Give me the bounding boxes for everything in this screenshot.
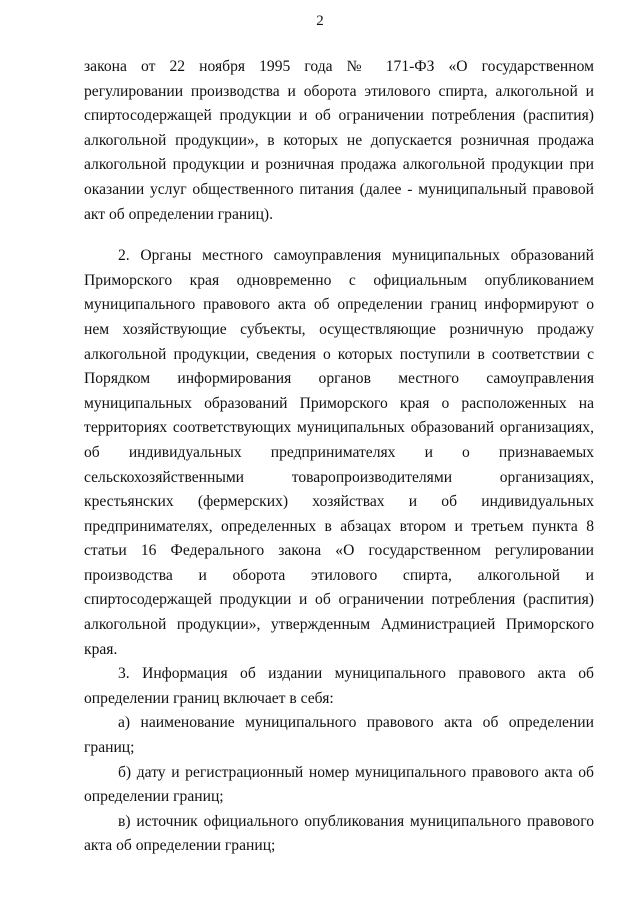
paragraph-subitem-a: а) наименование муниципального правового акта об определении границ; — [84, 714, 594, 757]
paragraph-subitem-c: в) источник официального опубликования муниципального правового акта об определении границ; — [84, 812, 594, 855]
paragraph-subitem-b: б) дату и регистрационный номер муниципального правового акта об определении границ; — [84, 763, 594, 806]
paragraph-item-2: 2. Органы местного самоуправления муниципальных образований Приморского края одновременно с официальным опубликованием муниципального правового акта об определении границ информируют о нем хозяйствующие субъекты, осуществляющие розничную продажу алкогольной продукции, сведения о которых поступили в соответствии с Порядком информирования органов местного самоуправления муниципальных образований Приморского края о расположенных на территориях соответствующих муниципальных образований организациях, об индивидуальных предпринимателях и о признаваемых сельскохозяйственными товаропроизводителями организациях, крестьянских (фермерских) хозяйствах и об индивидуальных предпринимателях, определенных в абзацах втором и третьем пункта 8 статьи 16 Федерального закона «О государственном регулировании производства и оборота этилового спирта, алкогольной и спиртосодержащей продукции и об ограничении потребления (распития) алкогольной продукции», утвержденным Администрацией Приморского края. — [84, 247, 594, 658]
document-body — [84, 55, 594, 859]
paragraph-continuation: закона от 22 ноября 1995 года № 171-ФЗ «О государственном регулировании производства и оборота этилового спирта, алкогольной и спиртосодержащей продукции и об ограничении потребления (распития) алкогольной продукции», в которых не допускается розничная продажа алкогольной продукции и розничная продажа алкогольной продукции при оказании услуг общественного питания (далее - муниципальный правовой акт об определении границ). — [84, 58, 594, 223]
paragraph-item-3: 3. Информация об издании муниципального правового акта об определении границ включает в себя: — [84, 665, 594, 707]
page-number: 2 — [316, 13, 324, 29]
